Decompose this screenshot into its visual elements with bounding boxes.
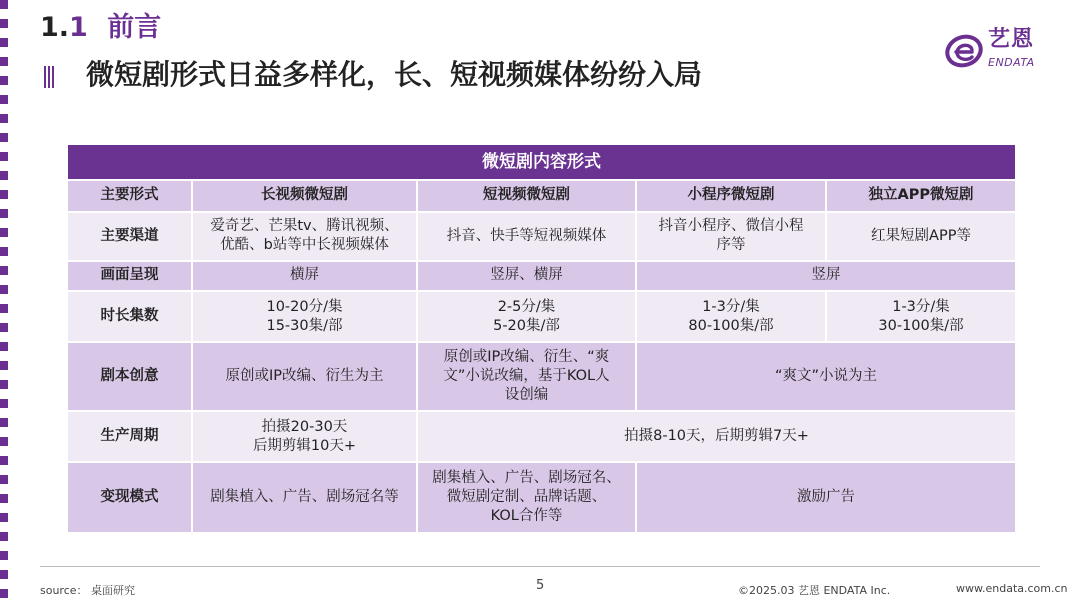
- table-cell: 竖屏、横屏: [417, 261, 636, 291]
- row-label: 画面呈现: [67, 261, 192, 291]
- page-title: 微短剧形式日益多样化，长、短视频媒体纷纷入局: [86, 58, 703, 91]
- table-cell: 1-3分/集 80-100集/部: [636, 291, 826, 342]
- row-label: 生产周期: [67, 411, 192, 462]
- footer-divider: [40, 566, 1040, 567]
- table-cell: 原创或IP改编、衍生为主: [192, 342, 417, 411]
- table-cell: 1-3分/集 30-100集/部: [826, 291, 1016, 342]
- endata-e-logo-icon: [944, 30, 984, 70]
- table-row-monetize: [67, 462, 1016, 533]
- row-label: 剧本创意: [67, 342, 192, 411]
- logo-name-cn: 艺恩: [988, 27, 1035, 52]
- table-caption: 微短剧内容形式: [67, 144, 1016, 180]
- table-cell: 抖音小程序、微信小程 序等: [636, 212, 826, 261]
- footer-copyright: ©2025.03 艺恩 ENDATA Inc.: [738, 584, 891, 597]
- footer-source: source： 桌面研究: [40, 584, 136, 597]
- row-label: 变现模式: [67, 462, 192, 533]
- table-cell: 拍摄20-30天 后期剪辑10天+: [192, 411, 417, 462]
- column-header: 短视频微短剧: [417, 180, 636, 211]
- table-row-duration: [67, 291, 1016, 342]
- section-number-b: 1: [69, 12, 88, 43]
- subtitle-bar-icon: [44, 66, 58, 88]
- left-edge-decoration: [0, 0, 8, 604]
- table-cell: 爱奇艺、芒果tv、腾讯视频、 优酷、b站等中长视频媒体: [192, 212, 417, 261]
- content-forms-table: [66, 143, 1017, 534]
- table-cell: 横屏: [192, 261, 417, 291]
- table-header-row: [67, 180, 1016, 211]
- table-row-channels: [67, 212, 1016, 261]
- section-heading: [40, 10, 161, 46]
- table-cell: 2-5分/集 5-20集/部: [417, 291, 636, 342]
- table-cell: 10-20分/集 15-30集/部: [192, 291, 417, 342]
- table-row-screen: [67, 261, 1016, 291]
- column-header: 独立APP微短剧: [826, 180, 1016, 211]
- table-cell: 原创或IP改编、衍生、“爽 文”小说改编，基于KOL人 设创编: [417, 342, 636, 411]
- column-header: 长视频微短剧: [192, 180, 417, 211]
- footer-url: www.endata.com.cn: [956, 582, 1068, 595]
- column-header: 主要形式: [67, 180, 192, 211]
- table-cell: 剧集植入、广告、剧场冠名、 微短剧定制、品牌话题、 KOL合作等: [417, 462, 636, 533]
- table-row-script: [67, 342, 1016, 411]
- table-cell: “爽文”小说为主: [636, 342, 1016, 411]
- section-number-a: 1.: [40, 12, 70, 43]
- table-row-cycle: [67, 411, 1016, 462]
- section-title: 前言: [107, 12, 162, 43]
- row-label: 主要渠道: [67, 212, 192, 261]
- table-cell: 剧集植入、广告、剧场冠名等: [192, 462, 417, 533]
- company-logo: [944, 24, 1056, 72]
- row-label: 时长集数: [67, 291, 192, 342]
- table-cell: 红果短剧APP等: [826, 212, 1016, 261]
- table-cell: 拍摄8-10天，后期剪辑7天+: [417, 411, 1016, 462]
- column-header: 小程序微短剧: [636, 180, 826, 211]
- table-cell: 激励广告: [636, 462, 1016, 533]
- logo-name-en: ENDATA: [988, 56, 1035, 69]
- table-cell: 抖音、快手等短视频媒体: [417, 212, 636, 261]
- table-cell: 竖屏: [636, 261, 1016, 291]
- page-number: 5: [536, 578, 545, 593]
